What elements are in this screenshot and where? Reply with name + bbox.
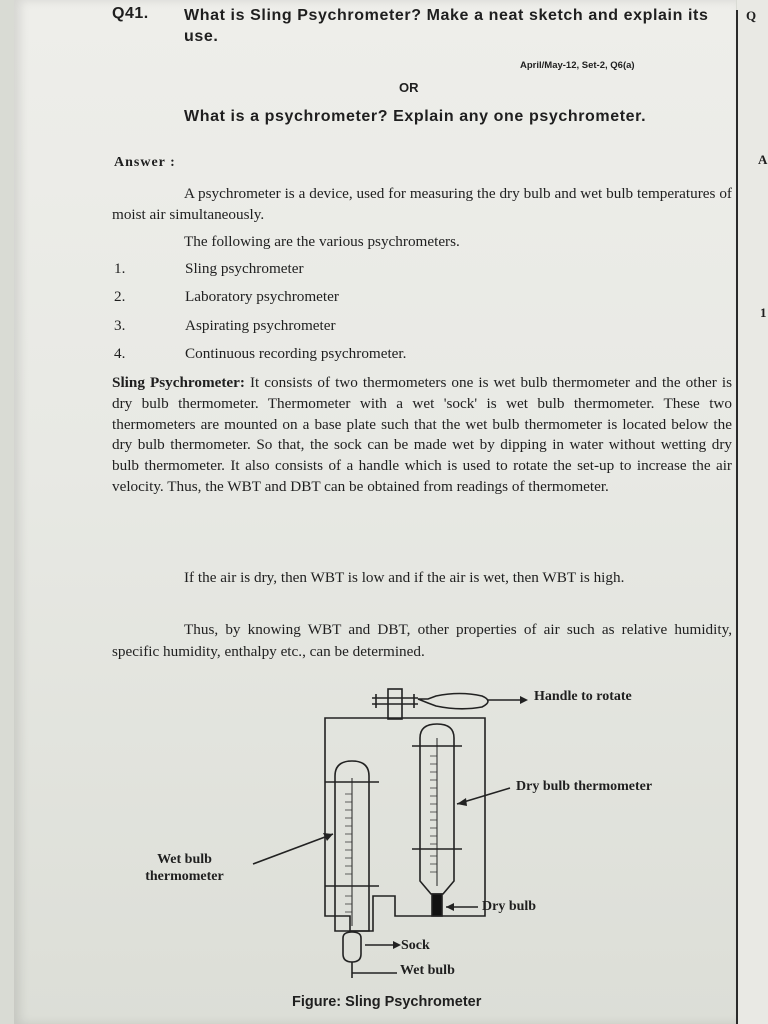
edge-letter: Q [746, 8, 757, 23]
list-number: 2. [114, 288, 126, 305]
base-plate [325, 718, 485, 931]
list-number: 1. [114, 260, 126, 277]
properties-paragraph: Thus, by knowing WBT and DBT, other properties of air such as relative humidity, specific humidity, enthalpy etc., can be determined. [112, 621, 732, 660]
alternate-question: What is a psychrometer? Explain any one psychrometer. [184, 108, 647, 125]
figure-caption: Figure: Sling Psychrometer [292, 994, 482, 1010]
edge-letter: 1 [760, 305, 767, 320]
or-separator: OR [399, 80, 419, 95]
dry-air-paragraph: If the air is dry, then WBT is low and if the air is wet, then WBT is high. [184, 569, 625, 586]
dry-bulb-label: Dry bulb [482, 899, 537, 914]
sling-lead: Sling Psychrometer: [112, 374, 245, 391]
list-item: Sling psychrometer [185, 260, 304, 277]
sock [343, 932, 361, 962]
sock-label: Sock [401, 938, 430, 953]
wet-bulb-label: Wet bulb [400, 963, 455, 978]
sling-body: It consists of two thermometers one is wet bulb thermometer and the other is dry bulb thermometer. Thermometer with a wet 'sock' is wet bulb thermometer. These two thermometers are mounted on a base plate such that the wet bulb thermometer is located below the dry bulb thermometer. So that, the sock can be made wet by dipping in water without wetting dry bulb thermometer. It also consists of a handle which is used to rotate the set-up to increase the air velocity. Thus, the WBT and DBT can be obtained from readings of thermometer. [112, 374, 732, 495]
question-text: What is Sling Psychrometer? Make a neat sketch and explain its use. [184, 7, 709, 45]
column-rule [736, 10, 738, 1024]
question-number: Q41. [112, 5, 149, 22]
wet-thermometer-label: Wet bulb thermometer [145, 852, 224, 884]
dry-thermometer-label: Dry bulb thermometer [516, 779, 653, 794]
list-item: Aspirating psychrometer [185, 317, 336, 334]
dry-bulb-reservoir [432, 894, 442, 916]
answer-label: Answer : [114, 155, 176, 170]
edge-letter: A [758, 152, 768, 167]
list-item: Laboratory psychrometer [185, 288, 339, 305]
handle-label: Handle to rotate [534, 689, 632, 704]
intro-paragraph: A psychrometer is a device, used for measuring the dry bulb and wet bulb temperatures of moist air simultaneously. [112, 185, 732, 223]
sling-paragraph [112, 373, 732, 498]
list-number: 4. [114, 345, 126, 362]
list-number: 3. [114, 317, 126, 334]
sling-psychrometer-figure [110, 686, 730, 986]
list-intro: The following are the various psychrometers. [184, 233, 460, 250]
exam-reference: April/May-12, Set-2, Q6(a) [520, 60, 635, 71]
list-item: Continuous recording psychrometer. [185, 345, 407, 362]
handle-grip [418, 694, 488, 709]
